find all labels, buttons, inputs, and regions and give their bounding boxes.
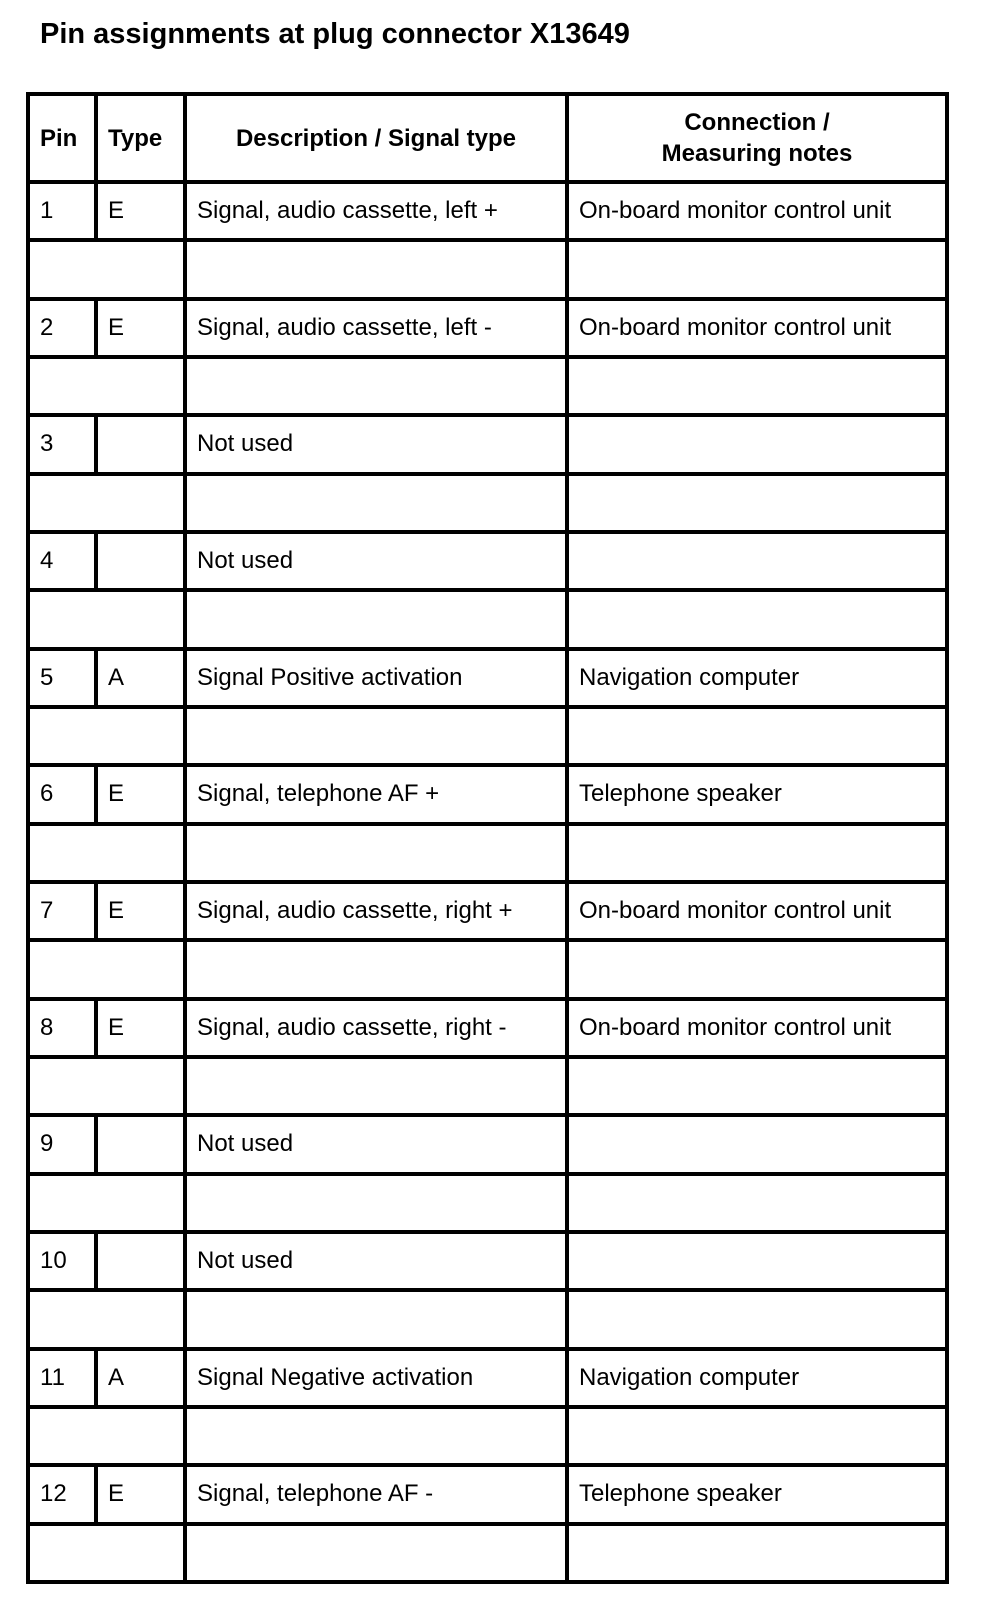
spacer-cell-pin-type bbox=[28, 1407, 185, 1465]
cell-description: Signal, audio cassette, left - bbox=[185, 299, 567, 357]
cell-type bbox=[96, 1232, 185, 1290]
cell-type: E bbox=[96, 999, 185, 1057]
cell-pin: 3 bbox=[28, 415, 96, 473]
table-spacer-row bbox=[28, 707, 947, 765]
table-row bbox=[28, 1465, 947, 1523]
spacer-cell-description bbox=[185, 474, 567, 532]
cell-type bbox=[96, 415, 185, 473]
cell-description: Not used bbox=[185, 1232, 567, 1290]
table-spacer-row bbox=[28, 824, 947, 882]
spacer-cell-connection bbox=[567, 590, 947, 648]
cell-pin: 8 bbox=[28, 999, 96, 1057]
table-row bbox=[28, 649, 947, 707]
table-row bbox=[28, 1115, 947, 1173]
cell-description: Signal Positive activation bbox=[185, 649, 567, 707]
spacer-cell-pin-type bbox=[28, 474, 185, 532]
spacer-cell-pin-type bbox=[28, 1174, 185, 1232]
table-header-row bbox=[28, 94, 947, 182]
table-row bbox=[28, 1232, 947, 1290]
spacer-cell-description bbox=[185, 1057, 567, 1115]
cell-description: Not used bbox=[185, 415, 567, 473]
table-row bbox=[28, 415, 947, 473]
header-connection bbox=[567, 94, 947, 182]
cell-type: E bbox=[96, 182, 185, 240]
spacer-cell-pin-type bbox=[28, 357, 185, 415]
cell-connection: Navigation computer bbox=[567, 649, 947, 707]
cell-description: Signal, telephone AF + bbox=[185, 765, 567, 823]
header-description: Description / Signal type bbox=[185, 94, 567, 182]
header-type: Type bbox=[96, 94, 185, 182]
cell-connection: On-board monitor control unit bbox=[567, 182, 947, 240]
table-spacer-row bbox=[28, 1524, 947, 1582]
page-title: Pin assignments at plug connector X13649 bbox=[40, 18, 630, 50]
cell-description: Not used bbox=[185, 1115, 567, 1173]
cell-pin: 11 bbox=[28, 1349, 96, 1407]
table-spacer-row bbox=[28, 1057, 947, 1115]
spacer-cell-connection bbox=[567, 240, 947, 298]
header-connection-line2: Measuring notes bbox=[661, 140, 853, 167]
spacer-cell-pin-type bbox=[28, 707, 185, 765]
cell-type: E bbox=[96, 882, 185, 940]
spacer-cell-description bbox=[185, 590, 567, 648]
spacer-cell-connection bbox=[567, 824, 947, 882]
spacer-cell-pin-type bbox=[28, 1057, 185, 1115]
table-spacer-row bbox=[28, 1290, 947, 1348]
table-row bbox=[28, 1349, 947, 1407]
spacer-cell-connection bbox=[567, 1524, 947, 1582]
spacer-cell-pin-type bbox=[28, 1524, 185, 1582]
cell-connection bbox=[567, 1232, 947, 1290]
header-connection-line1: Connection / bbox=[684, 109, 830, 136]
cell-description: Signal, telephone AF - bbox=[185, 1465, 567, 1523]
table-row bbox=[28, 532, 947, 590]
cell-description: Not used bbox=[185, 532, 567, 590]
spacer-cell-connection bbox=[567, 1407, 947, 1465]
spacer-cell-pin-type bbox=[28, 824, 185, 882]
spacer-cell-description bbox=[185, 357, 567, 415]
table-spacer-row bbox=[28, 940, 947, 998]
cell-pin: 2 bbox=[28, 299, 96, 357]
spacer-cell-description bbox=[185, 1407, 567, 1465]
spacer-cell-description bbox=[185, 1290, 567, 1348]
spacer-cell-connection bbox=[567, 1057, 947, 1115]
cell-connection bbox=[567, 532, 947, 590]
spacer-cell-description bbox=[185, 707, 567, 765]
table-spacer-row bbox=[28, 240, 947, 298]
spacer-cell-description bbox=[185, 1524, 567, 1582]
cell-pin: 9 bbox=[28, 1115, 96, 1173]
spacer-cell-description bbox=[185, 1174, 567, 1232]
cell-pin: 6 bbox=[28, 765, 96, 823]
cell-pin: 5 bbox=[28, 649, 96, 707]
cell-description: Signal, audio cassette, right - bbox=[185, 999, 567, 1057]
table-row bbox=[28, 299, 947, 357]
cell-connection: Telephone speaker bbox=[567, 1465, 947, 1523]
cell-pin: 1 bbox=[28, 182, 96, 240]
pin-assignment-table bbox=[26, 92, 949, 1584]
spacer-cell-connection bbox=[567, 707, 947, 765]
table-row bbox=[28, 765, 947, 823]
cell-type: E bbox=[96, 299, 185, 357]
cell-type: A bbox=[96, 649, 185, 707]
cell-pin: 12 bbox=[28, 1465, 96, 1523]
cell-type: A bbox=[96, 1349, 185, 1407]
spacer-cell-description bbox=[185, 824, 567, 882]
table-spacer-row bbox=[28, 590, 947, 648]
spacer-cell-connection bbox=[567, 1174, 947, 1232]
spacer-cell-connection bbox=[567, 940, 947, 998]
cell-description: Signal Negative activation bbox=[185, 1349, 567, 1407]
cell-connection bbox=[567, 415, 947, 473]
spacer-cell-connection bbox=[567, 357, 947, 415]
cell-connection: On-board monitor control unit bbox=[567, 299, 947, 357]
cell-description: Signal, audio cassette, right + bbox=[185, 882, 567, 940]
spacer-cell-pin-type bbox=[28, 240, 185, 298]
spacer-cell-pin-type bbox=[28, 940, 185, 998]
cell-connection: Telephone speaker bbox=[567, 765, 947, 823]
table-row bbox=[28, 882, 947, 940]
spacer-cell-description bbox=[185, 940, 567, 998]
header-pin: Pin bbox=[28, 94, 96, 182]
spacer-cell-description bbox=[185, 240, 567, 298]
spacer-cell-connection bbox=[567, 474, 947, 532]
table-spacer-row bbox=[28, 357, 947, 415]
table-row bbox=[28, 182, 947, 240]
table-spacer-row bbox=[28, 1174, 947, 1232]
spacer-cell-pin-type bbox=[28, 590, 185, 648]
cell-pin: 7 bbox=[28, 882, 96, 940]
table-spacer-row bbox=[28, 474, 947, 532]
table-row bbox=[28, 999, 947, 1057]
cell-type bbox=[96, 532, 185, 590]
table-spacer-row bbox=[28, 1407, 947, 1465]
spacer-cell-connection bbox=[567, 1290, 947, 1348]
cell-connection: On-board monitor control unit bbox=[567, 999, 947, 1057]
cell-pin: 4 bbox=[28, 532, 96, 590]
cell-type: E bbox=[96, 1465, 185, 1523]
cell-connection: On-board monitor control unit bbox=[567, 882, 947, 940]
cell-description: Signal, audio cassette, left + bbox=[185, 182, 567, 240]
spacer-cell-pin-type bbox=[28, 1290, 185, 1348]
cell-connection: Navigation computer bbox=[567, 1349, 947, 1407]
cell-connection bbox=[567, 1115, 947, 1173]
cell-type bbox=[96, 1115, 185, 1173]
cell-pin: 10 bbox=[28, 1232, 96, 1290]
cell-type: E bbox=[96, 765, 185, 823]
